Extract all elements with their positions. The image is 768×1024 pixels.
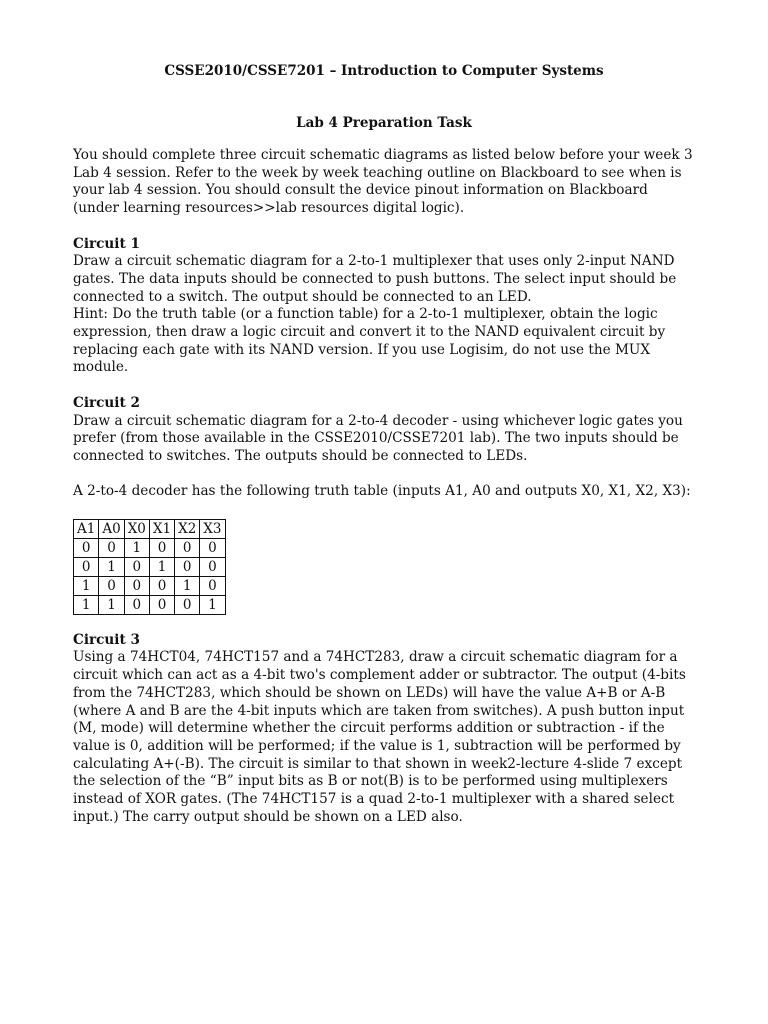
- circuit2-section: [73, 395, 698, 466]
- truth-table-row: [74, 576, 226, 595]
- truth-table-cell: 0: [124, 576, 149, 595]
- truth-table-header-row: [74, 519, 226, 538]
- truth-table-cell: 0: [149, 538, 174, 557]
- truth-table-cell: 1: [99, 557, 124, 576]
- truth-table-cell: 0: [99, 576, 124, 595]
- truth-table-cell: 1: [74, 576, 99, 595]
- truth-table-header-cell: X3: [200, 519, 225, 538]
- circuit3-heading: Circuit 3: [73, 631, 140, 648]
- truth-table-cell: 1: [99, 595, 124, 614]
- truth-table: [73, 519, 226, 615]
- truth-table-cell: 0: [200, 557, 225, 576]
- truth-table-cell: 0: [124, 557, 149, 576]
- truth-table-row: [74, 557, 226, 576]
- truth-table-header-cell: A0: [99, 519, 124, 538]
- truth-table-cell: 1: [149, 557, 174, 576]
- truth-table-cell: 0: [175, 595, 200, 614]
- truth-table-cell: 0: [149, 595, 174, 614]
- circuit3-section: [73, 632, 698, 827]
- truth-table-cell: 0: [175, 538, 200, 557]
- truth-table-cell: 0: [200, 538, 225, 557]
- truth-table-header-cell: X2: [175, 519, 200, 538]
- document-body: [73, 147, 698, 826]
- truth-table-cell: 1: [175, 576, 200, 595]
- truth-table-cell: 0: [175, 557, 200, 576]
- circuit1-section: [73, 236, 698, 378]
- intro-paragraph: You should complete three circuit schematic diagrams as listed below before your week 3 Lab 4 session. Refer to the week by week teaching outline on Blackboard to see when is your lab 4 session. You should consult the device pinout information on Blackboard (under learning resources>>lab resources digital logic).: [73, 147, 693, 217]
- truth-table-cell: 0: [99, 538, 124, 557]
- truth-table-cell: 1: [124, 538, 149, 557]
- circuit2-heading: Circuit 2: [73, 394, 140, 411]
- circuit2-body: Draw a circuit schematic diagram for a 2-to-4 decoder - using whichever logic gates you prefer (from those available in the CSSE2010/CSSE7201 lab). The two inputs should be connected to switches. The outputs should be connected to LEDs.: [73, 412, 683, 464]
- truth-table-cell: 0: [74, 538, 99, 557]
- truth-table-row: [74, 538, 226, 557]
- truth-table-cell: 1: [200, 595, 225, 614]
- truth-table-intro: A 2-to-4 decoder has the following truth table (inputs A1, A0 and outputs X0, X1, X2, X3):: [73, 483, 691, 500]
- truth-table-cell: 0: [149, 576, 174, 595]
- truth-table-header-cell: A1: [74, 519, 99, 538]
- circuit3-body: Using a 74HCT04, 74HCT157 and a 74HCT283, draw a circuit schematic diagram for a circuit which can act as a 4-bit two's complement adder or subtractor. The output (4-bits from the 74HCT283, which should be shown on LEDs) will have the value A+B or A-B (where A and B are the 4-bit inputs which are taken from switches). A push button input (M, mode) will determine whether the circuit performs addition or subtraction - if the value is 0, addition will be performed; if the value is 1, subtraction will be performed by calculating A+(-B). The circuit is similar to that shown in week2-lecture 4-slide 7 except the selection of the “B” input bits as B or not(B) is to be performed using multiplexers instead of XOR gates. (The 74HCT157 is a quad 2-to-1 multiplexer with a shared select input.) The carry output should be shown on a LED also.: [73, 649, 686, 825]
- circuit1-hint: Hint: Do the truth table (or a function table) for a 2-to-1 multiplexer, obtain the logic expression, then draw a logic circuit and convert it to the NAND equivalent circuit by replacing each gate with its NAND version. If you use Logisim, do not use the MUX module.: [73, 306, 666, 376]
- truth-table-header-cell: X1: [149, 519, 174, 538]
- truth-table-cell: 0: [74, 557, 99, 576]
- truth-table-header-cell: X0: [124, 519, 149, 538]
- truth-table-cell: 0: [124, 595, 149, 614]
- truth-table-row: [74, 595, 226, 614]
- truth-table-cell: 0: [200, 576, 225, 595]
- course-title: CSSE2010/CSSE7201 – Introduction to Computer Systems: [164, 63, 604, 79]
- circuit1-body: Draw a circuit schematic diagram for a 2-to-1 multiplexer that uses only 2-input NAND gates. The data inputs should be connected to push buttons. The select input should be connected to a switch. The output should be connected to an LED.: [73, 253, 677, 305]
- lab-title: Lab 4 Preparation Task: [296, 115, 472, 131]
- circuit1-heading: Circuit 1: [73, 235, 140, 252]
- truth-table-cell: 1: [74, 595, 99, 614]
